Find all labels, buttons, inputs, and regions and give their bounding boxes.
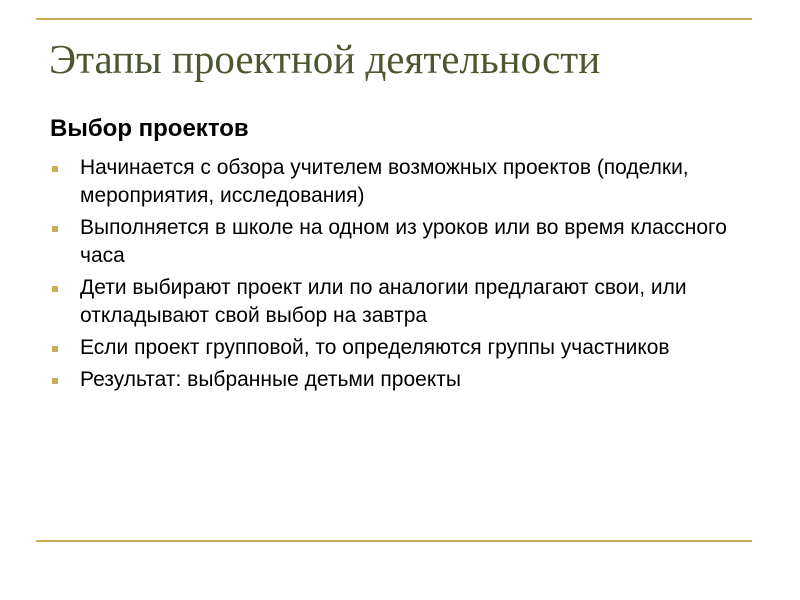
square-bullet-icon [52,226,58,232]
square-bullet-icon [52,286,58,292]
section-heading: Выбор проектов [50,115,249,142]
bullet-text: Выполняется в школе на одном из уроков или во время классного часа [80,216,727,267]
bullet-item [50,214,770,270]
bullet-text: Начинается с обзора учителем возможных проектов (поделки, мероприятия, исследования) [80,156,689,207]
square-bullet-icon [52,378,58,384]
bullet-text: Дети выбирают проект или по аналогии предлагают свои, или откладывают свой выбор на завтра [80,276,687,327]
bullet-text: Если проект групповой, то определяются группы участников [80,336,670,359]
bullet-item [50,366,770,394]
bullet-text: Результат: выбранные детьми проекты [80,368,461,391]
bullet-item [50,154,770,210]
bullet-list [50,154,770,394]
bullet-item [50,274,770,330]
slide-content [50,114,770,398]
square-bullet-icon [52,346,58,352]
square-bullet-icon [52,166,58,172]
top-divider-line [36,18,752,20]
bullet-item [50,334,770,362]
slide-title: Этапы проектной деятельности [49,36,601,82]
bottom-divider-line [36,540,752,542]
